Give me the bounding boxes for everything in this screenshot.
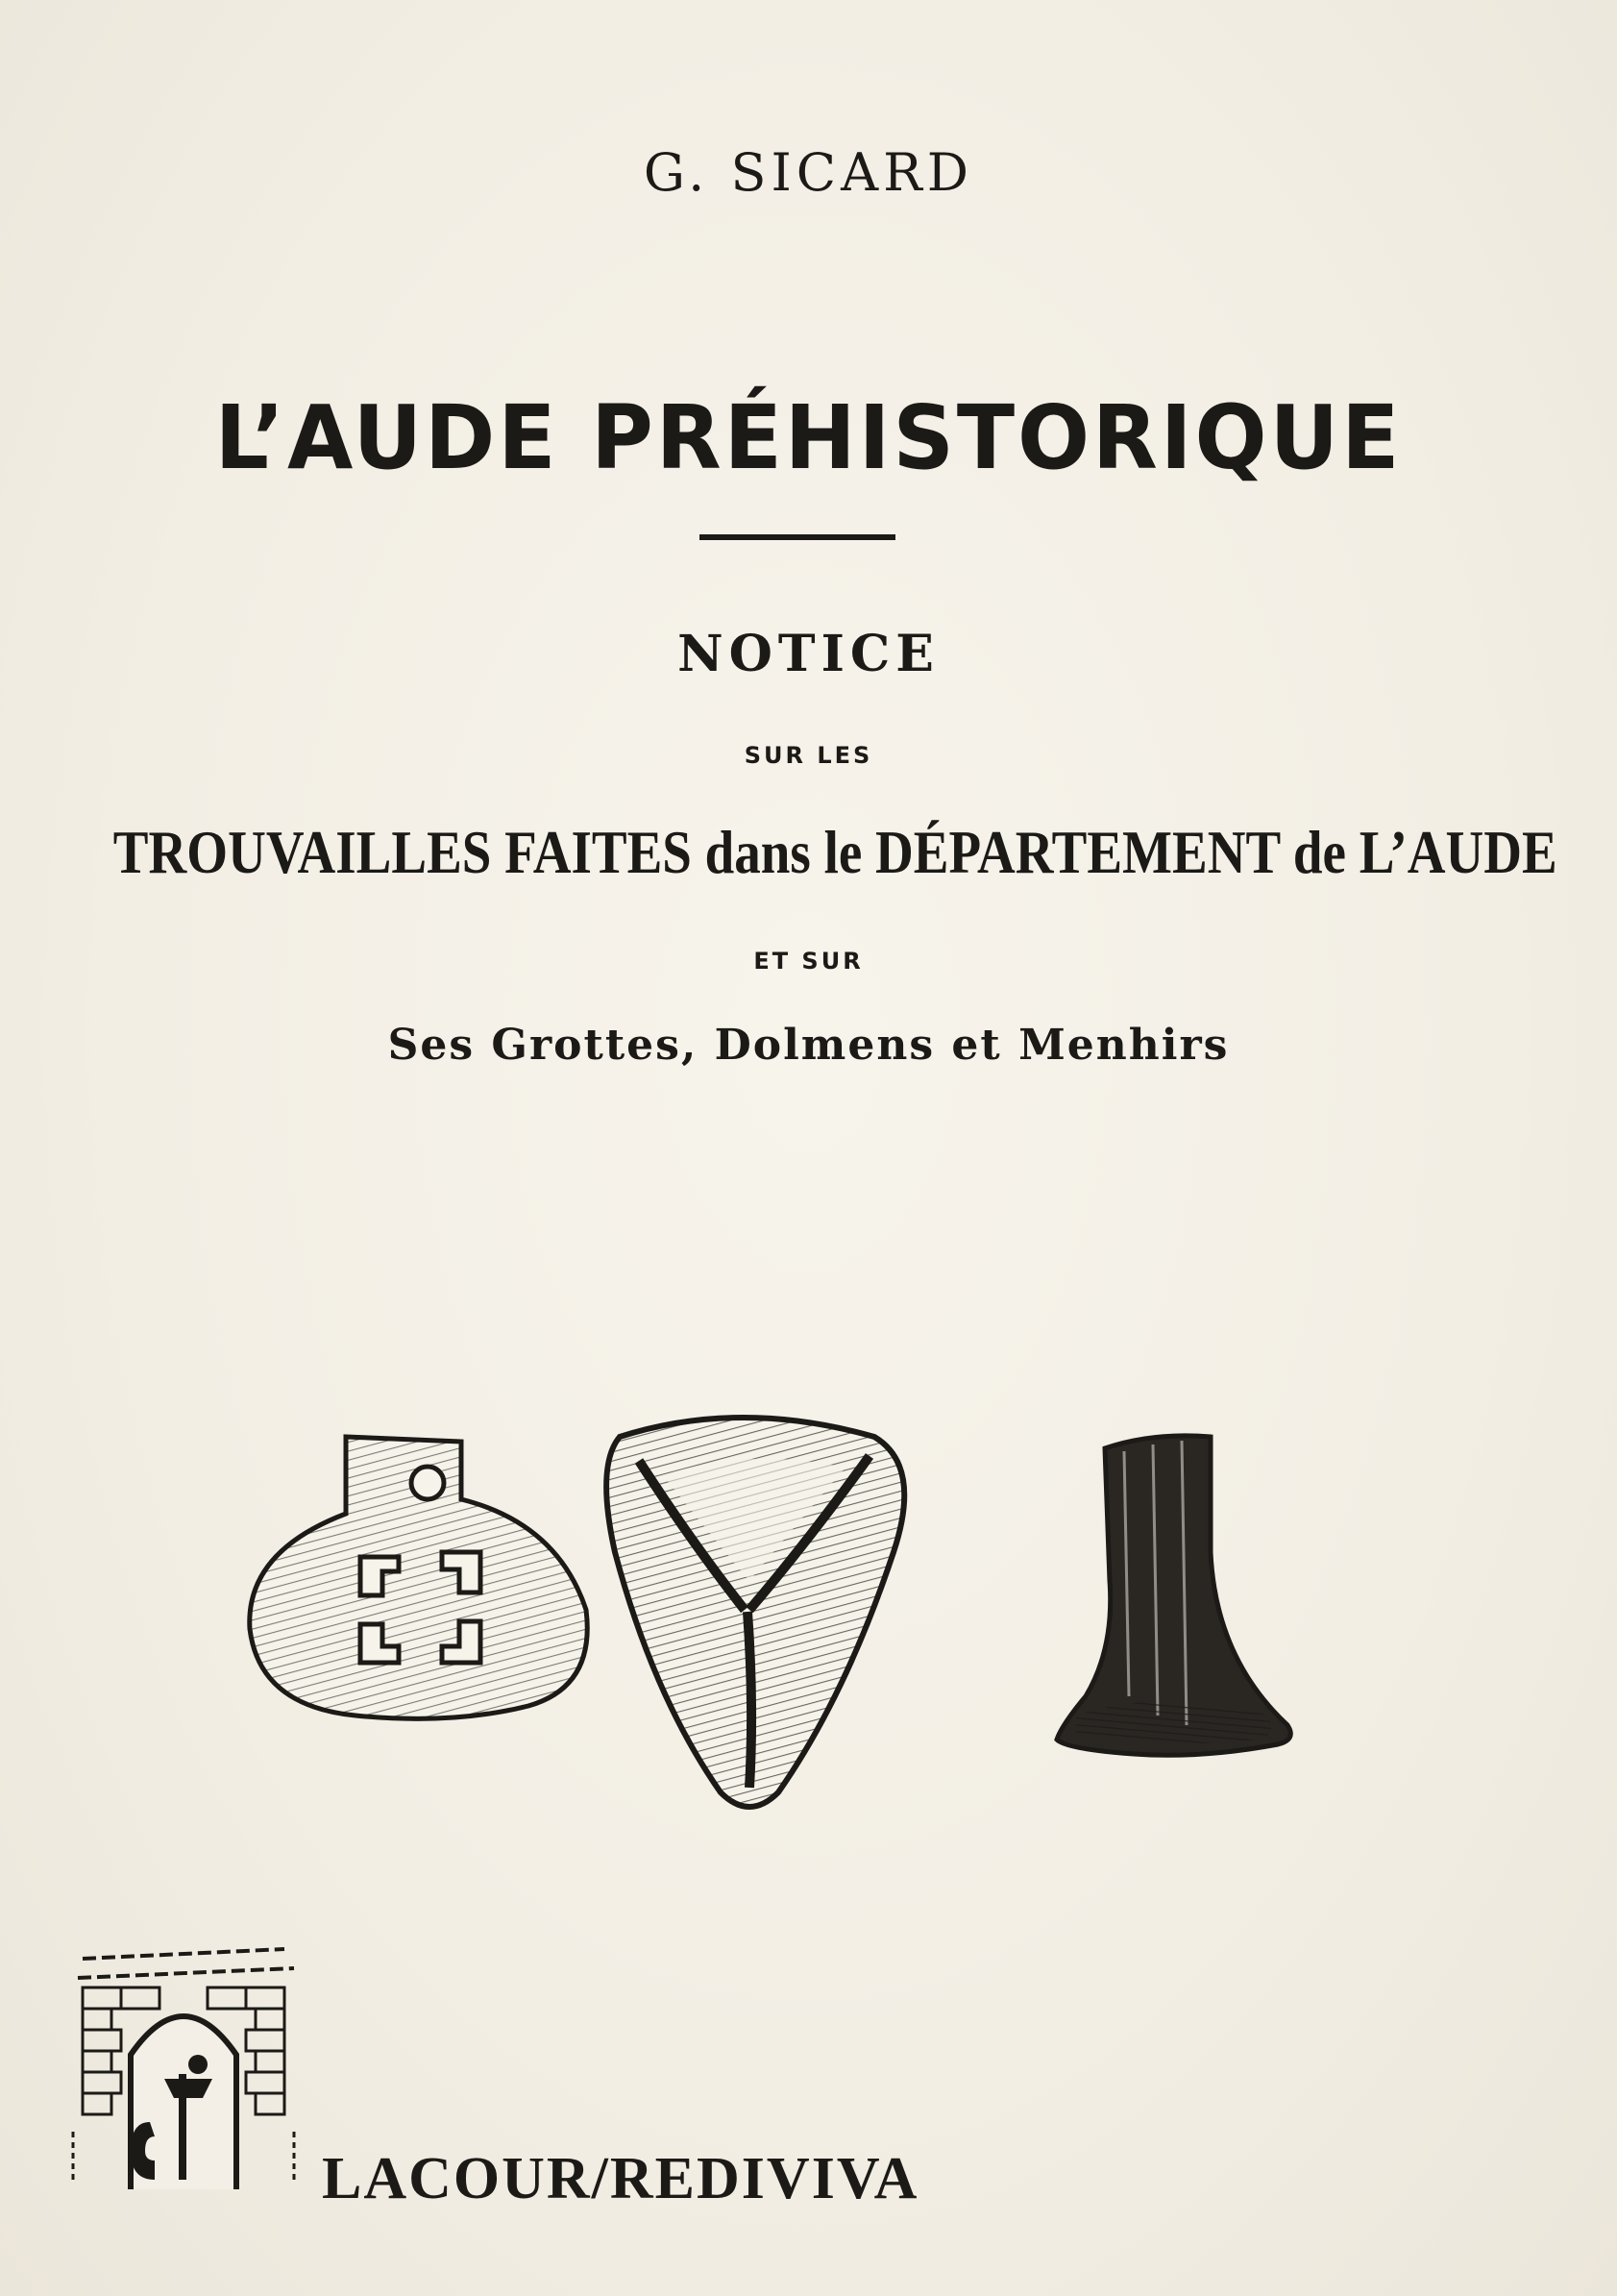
et-sur-text: ET SUR <box>753 948 864 975</box>
sur-les-text: SUR LES <box>744 742 873 769</box>
prehistoric-artifacts-illustration <box>240 1408 1316 1831</box>
subtitle-grottes: Ses Grottes, Dolmens et Menhirs <box>387 1021 1230 1070</box>
subtitle-trouvailles: TROUVAILLES FAITES dans le DÉPARTEMENT de L’AUDE <box>112 818 1557 886</box>
publisher-name: LACOUR/REDIVIVA <box>322 2146 919 2211</box>
pendant-artifact <box>250 1437 587 1718</box>
notice-heading: NOTICE <box>677 625 940 683</box>
title-divider <box>699 534 895 540</box>
triangular-stone-artifact <box>606 1418 904 1807</box>
stone-hammer-artifact <box>1057 1436 1290 1755</box>
publisher-logo <box>63 1939 304 2199</box>
author-name: G. SICARD <box>643 142 974 203</box>
book-title: L’AUDE PRÉHISTORIQUE <box>214 386 1403 489</box>
